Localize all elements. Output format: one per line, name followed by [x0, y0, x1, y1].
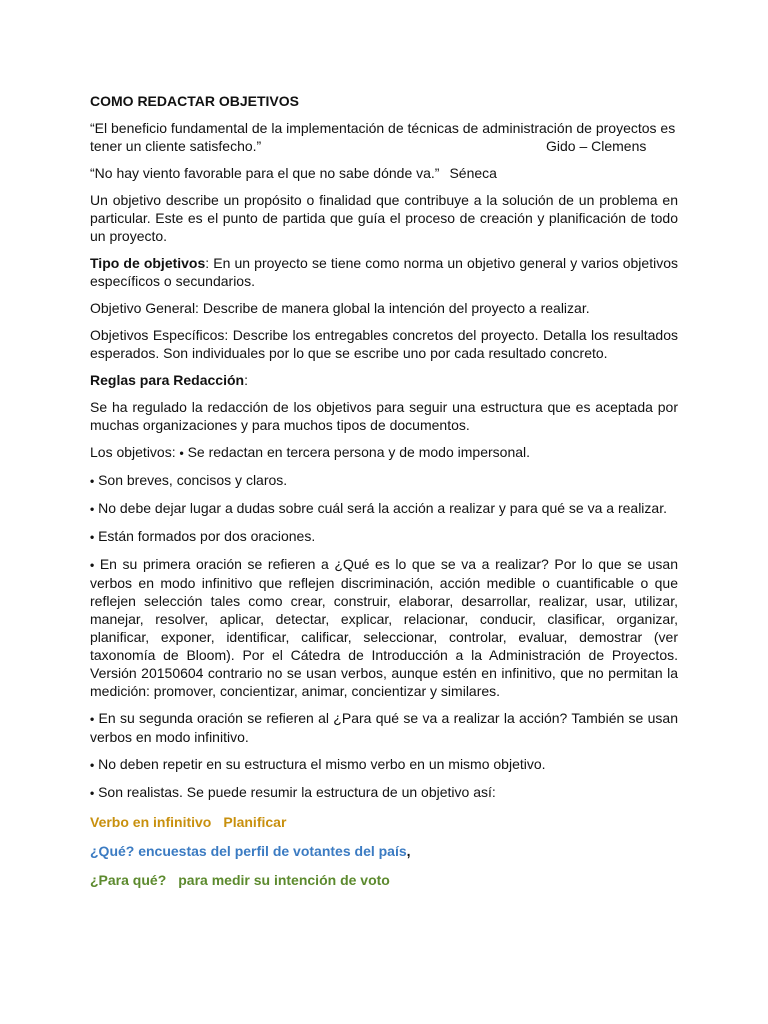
los-objetivos-paragraph	[90, 443, 678, 462]
bullet-icon: •	[90, 558, 95, 572]
bullet-icon: •	[90, 712, 95, 726]
bullet-item	[90, 499, 678, 518]
bullet-icon: •	[90, 502, 95, 516]
bullet-text: Están formados por dos oraciones.	[98, 528, 316, 544]
document-title: COMO REDACTAR OBJETIVOS	[90, 93, 299, 109]
example-para-value: para medir su intención de voto	[178, 872, 390, 888]
bullet-text: En su segunda oración se refieren al ¿Para qué se va a realizar la acción? También se usan verbos en modo infinitivo.	[90, 710, 679, 745]
reglas-suffix: :	[244, 372, 248, 388]
bullet-item	[90, 755, 678, 774]
bullet-icon: •	[90, 786, 95, 800]
los-objetivos-prefix: Los objetivos:	[90, 444, 176, 460]
example-verbo-line	[90, 813, 678, 831]
bullet-text: Son realistas. Se puede resumir la estructura de un objetivo así:	[98, 784, 496, 800]
quote-text: “El beneficio fundamental de la implementación de técnicas de administración de proyectos es tener un cliente satisfecho.”	[90, 120, 676, 154]
bullet-icon: •	[179, 446, 184, 460]
reglas-heading	[90, 371, 678, 389]
example-para-label: ¿Para qué?	[90, 872, 167, 888]
bullet-item	[90, 527, 678, 546]
quote-gido-clemens	[90, 119, 678, 155]
bullet-item	[90, 783, 678, 802]
example-que-line	[90, 842, 678, 860]
example-verbo-value: Planificar	[223, 814, 287, 830]
bullet-icon: •	[90, 474, 95, 488]
intro-paragraph: Un objetivo describe un propósito o finalidad que contribuye a la solución de un problema en particular. Este es el punto de partida que guía el proceso de creación y planificación de todo un proyecto.	[90, 192, 678, 244]
quote-seneca	[90, 164, 678, 182]
example-verbo-label: Verbo en infinitivo	[90, 814, 212, 830]
objetivo-general-paragraph: Objetivo General: Describe de manera global la intención del proyecto a realizar.	[90, 300, 590, 316]
example-para-line	[90, 871, 678, 889]
bullet-text: No deben repetir en su estructura el mismo verbo en un mismo objetivo.	[98, 756, 546, 772]
tipo-objetivos-paragraph	[90, 254, 678, 290]
bullet-icon: •	[90, 530, 95, 544]
quote-author: Gido – Clemens	[546, 138, 647, 154]
bullet-text: No debe dejar lugar a dudas sobre cuál será la acción a realizar y para qué se va a realizar.	[98, 500, 667, 516]
document-page	[90, 92, 678, 900]
tipo-objetivos-label: Tipo de objetivos	[90, 255, 206, 271]
reglas-label: Reglas para Redacción	[90, 372, 245, 388]
bullet-item	[90, 471, 678, 490]
bullet-icon: •	[90, 758, 95, 772]
bullet-text: En su primera oración se refieren a ¿Qué es lo que se va a realizar? Por lo que se usan verbos en modo infinitivo que reflejen discriminación, acción medible o cuantificable o que reflejen selección tales como crear, construir, elaborar, desarrollar, realizar, usar, utilizar, manejar, resolver, aplicar, detectar, explicar, relacionar, conducir, clasificar, organizar, planificar, exponer, identificar, calificar, seleccionar, controlar, evaluar, demostrar (ver taxonomía de Bloom). Por el Cátedra de Introducción a la Administración de Proyectos. Versión 20150604 contrario no se usan verbos, aunque estén en infinitivo, que no permitan la medición: promover, concientizar, animar, concientizar y similares.	[90, 556, 678, 699]
regulado-paragraph: Se ha regulado la redacción de los objetivos para seguir una estructura que es aceptada por muchas organizaciones y para muchos tipos de documentos.	[90, 399, 678, 433]
tipo-objetivos-text: : En un proyecto se tiene como norma un objetivo general y varios objetivos específicos o secundarios.	[90, 255, 678, 289]
bullet-item	[90, 555, 678, 700]
quote-author: Séneca	[449, 165, 497, 181]
los-objetivos-text: Se redactan en tercera persona y de modo impersonal.	[187, 444, 531, 460]
example-que-comma: ,	[406, 843, 411, 859]
quote-text: “No hay viento favorable para el que no sabe dónde va.”	[90, 165, 440, 181]
objetivos-especificos-paragraph: Objetivos Específicos: Describe los entregables concretos del proyecto. Detalla los resultados esperados. Son individuales por lo que se escribe uno por cada resultado concreto.	[90, 327, 678, 361]
example-que-text: ¿Qué? encuestas del perfil de votantes del país	[90, 843, 407, 859]
bullet-text: Son breves, concisos y claros.	[98, 472, 288, 488]
bullet-item	[90, 709, 678, 746]
